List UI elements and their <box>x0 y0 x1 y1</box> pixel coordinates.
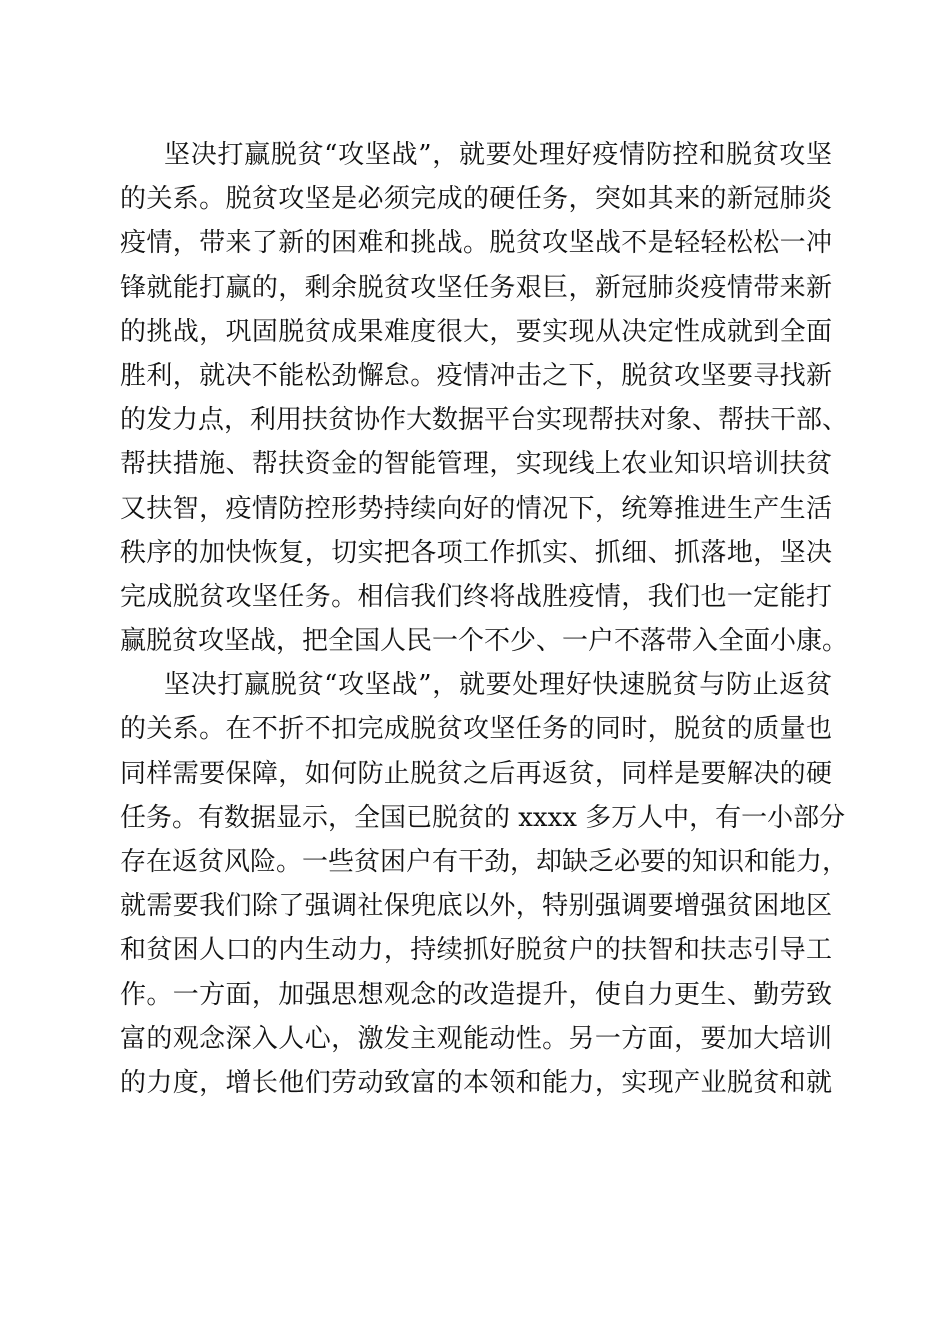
text-line: 富的观念深入人心，激发主观能动性。另一方面，要加大培训 <box>120 1023 832 1054</box>
text-line: 存在返贫风险。一些贫困户有干劲，却缺乏必要的知识和能力， <box>120 847 849 877</box>
text-line: 的挑战，巩固脱贫成果难度很大，要实现从决定性成就到全面 <box>120 316 832 347</box>
document-body <box>120 133 849 1105</box>
text-line: 疫情，带来了新的困难和挑战。脱贫攻坚战不是轻轻松松一冲 <box>120 228 832 259</box>
text-line: 的发力点，利用扶贫协作大数据平台实现帮扶对象、帮扶干部、 <box>120 405 849 436</box>
text-line: 的关系。脱贫攻坚是必须完成的硬任务，突如其来的新冠肺炎 <box>120 184 832 215</box>
text-line: 的力度，增长他们劳动致富的本领和能力，实现产业脱贫和就 <box>120 1067 832 1098</box>
text-line: 坚决打赢脱贫“攻坚战”，就要处理好疫情防控和脱贫攻坚 <box>164 140 832 170</box>
text-line: 同样需要保障，如何防止脱贫之后再返贫，同样是要解决的硬 <box>120 758 832 789</box>
text-line: 就需要我们除了强调社保兜底以外，特别强调要增强贫困地区 <box>120 891 832 922</box>
paragraph <box>120 133 849 663</box>
text-line: 赢脱贫攻坚战，把全国人民一个不少、一户不落带入全面小康。 <box>120 626 849 657</box>
text-line: 又扶智，疫情防控形势持续向好的情况下，统筹推进生产生活 <box>120 493 832 524</box>
text-line: 锋就能打赢的，剩余脱贫攻坚任务艰巨，新冠肺炎疫情带来新 <box>120 272 832 303</box>
text-line: 秩序的加快恢复，切实把各项工作抓实、抓细、抓落地，坚决 <box>120 537 832 568</box>
text-line: 任务。有数据显示，全国已脱贫的 xxxx 多万人中，有一小部分 <box>120 802 846 833</box>
text-line: 坚决打赢脱贫“攻坚战”，就要处理好快速脱贫与防止返贫 <box>164 670 832 701</box>
paragraph <box>120 663 849 1105</box>
text-line: 帮扶措施、帮扶资金的智能管理，实现线上农业知识培训扶贫 <box>120 449 832 480</box>
text-line: 完成脱贫攻坚任务。相信我们终将战胜疫情，我们也一定能打 <box>120 581 832 612</box>
text-line: 作。一方面，加强思想观念的改造提升，使自力更生、勤劳致 <box>120 979 832 1010</box>
text-line: 胜利，就决不能松劲懈怠。疫情冲击之下，脱贫攻坚要寻找新 <box>120 360 832 391</box>
text-line: 的关系。在不折不扣完成脱贫攻坚任务的同时，脱贫的质量也 <box>120 714 832 745</box>
text-line: 和贫困人口的内生动力，持续抓好脱贫户的扶智和扶志引导工 <box>120 935 832 966</box>
